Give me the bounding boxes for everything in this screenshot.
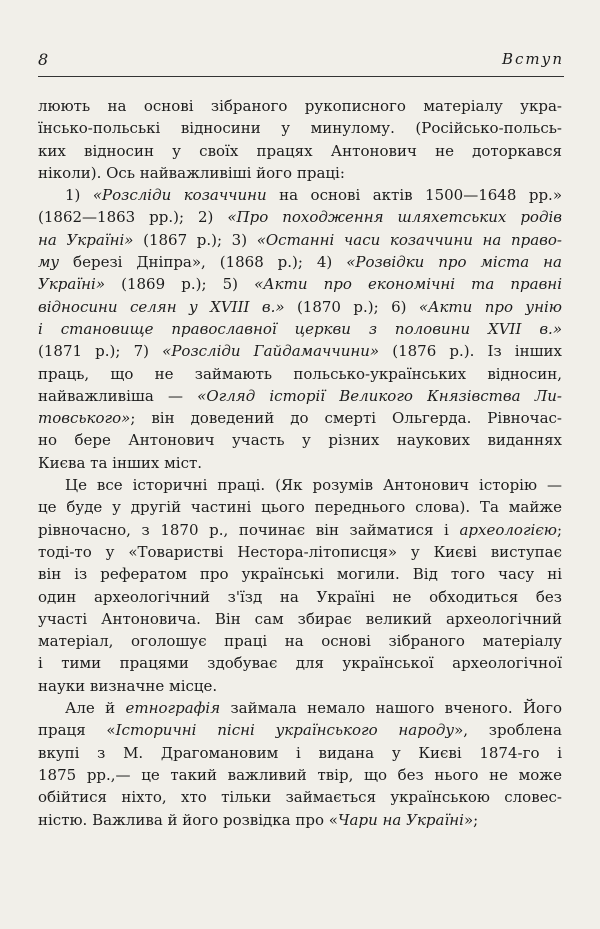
text: праць, що не займають польсько-українських відносин, [38,364,562,383]
italic-text: Чари на Україні [337,810,464,829]
paragraph [38,95,562,184]
text: на основі актів 1500—1648 рр.» [266,186,562,205]
text: праця « [38,721,116,740]
text-line [38,452,562,474]
text: ністю. Важлива й його розвідка про « [38,810,338,829]
text: ких відносин у своїх працях Антонович не доторкався [38,141,562,160]
italic-text: на Україні» [38,230,134,249]
paragraph [38,474,562,697]
page-number: 8 [38,50,49,69]
text-line [38,407,562,429]
italic-text: Україні» [38,275,105,294]
text-line [38,206,562,228]
text: (1876 р.). Із інших [379,342,562,361]
text: березі Дніпра», [59,253,220,272]
text: обійтися ніхто, хто тільки займається українською словес- [38,788,562,807]
text: це буде у другій частині цього переднього слова). Та майже [38,498,562,517]
italic-text: Історичні пісні українського народу [115,721,455,740]
text-line [38,496,562,518]
text-line [38,363,562,385]
text-line [38,630,562,652]
italic-text: археологією [459,520,557,539]
text: », зроблена [454,721,562,740]
text: »; [463,810,479,829]
text-line [38,675,562,697]
text: рівночасно, з 1870 р., починає він займатися і [38,520,460,539]
text: 1) [65,186,93,205]
text: вкупі з М. Драгомановим і видана у Києві 1874-го і [38,743,562,762]
text: (1871 р.); 7) [38,342,163,361]
italic-text: «Огляд історії Великого Князівства Ли- [197,386,562,405]
text-line [38,474,562,496]
text-line [38,719,562,741]
text: Києва та інших міст. [38,453,203,472]
text: науки визначне місце. [38,676,218,695]
text-line [38,95,562,117]
text: найважливіша — [38,386,198,405]
italic-text: «Про походження шляхетських родів [227,208,562,227]
text-line [38,519,562,541]
text: люють на основі зібраного рукописного матеріалу укра- [38,97,562,115]
text-line [38,809,562,831]
italic-text: «Розсліди Гайдамаччини» [162,342,380,361]
italic-text: «Акти про економічні та правні [254,275,562,294]
italic-text: «Розсліди козаччини [92,186,267,205]
running-head: Вступ [501,50,564,68]
text: ніколи). Ось найважливіші його праці: [38,163,345,182]
text-line [38,786,562,808]
text: займала немало нашого вченого. Його [220,699,562,718]
text: но бере Антонович участь у різних наукових виданнях [38,431,562,450]
text-line [38,273,562,295]
paragraph [38,697,562,831]
italic-text: «Останні часи козаччини на право- [256,230,562,249]
italic-text: етнографія [125,699,221,718]
text-line [38,586,562,608]
text: ; він доведений до смерті Ольгерда. Рівночас- [130,409,562,428]
text: матеріал, оголошує праці на основі зібраного матеріалу [38,632,562,651]
text: (1870 р.); 6) [284,297,419,316]
text-line [38,162,562,184]
text-line [38,340,562,362]
text-line [38,140,562,162]
text-line [38,117,562,139]
text-line [38,251,562,273]
text-line [38,608,562,630]
text: тоді-то у «Товаристві Нестора-літописця» у Києві виступає [38,542,562,561]
text-line [38,541,562,563]
body-text [38,95,562,831]
text: (1862—1863 рр.); 2) [38,208,228,227]
text-line [38,429,562,451]
text: 1875 рр.,— це такий важливий твір, що без нього не може [38,765,562,784]
text-line [38,229,562,251]
text: Але й [65,699,126,718]
text-line [38,563,562,585]
text: (1869 р.); 5) [105,275,255,294]
italic-text: і становище православної церкви з половини XVII в.» [38,319,562,338]
text-line [38,184,562,206]
text-line [38,697,562,719]
text-line [38,318,562,340]
italic-text: «Акти про унію [418,297,562,316]
text-line [38,296,562,318]
paragraph [38,184,562,474]
text: їнсько-польські відносини у минулому. (Російсько-польсь- [38,119,562,138]
text: (1867 р.); 3) [133,230,257,249]
text-line [38,764,562,786]
page-header [38,40,564,77]
text-line [38,385,562,407]
italic-text: відносини селян у XVIII в.» [38,297,285,316]
text: (1868 р.); 4) [219,253,347,272]
text: Це все історичні праці. (Як розумів Антонович історію — [65,476,562,495]
text: і тими працями здобуває для української археологічної [38,654,562,673]
text-line [38,652,562,674]
text-line [38,742,562,764]
text: він із рефератом про українські могили. Від того часу ні [38,565,562,584]
text: участі Антоновича. Він сам збирає великий археологічний [38,609,562,628]
italic-text: му [38,253,60,272]
text: ; [556,520,562,539]
italic-text: товського» [38,409,131,428]
italic-text: «Розвідки про міста на [346,253,562,272]
text: один археологічний з'їзд на Україні не обходиться без [38,587,562,606]
